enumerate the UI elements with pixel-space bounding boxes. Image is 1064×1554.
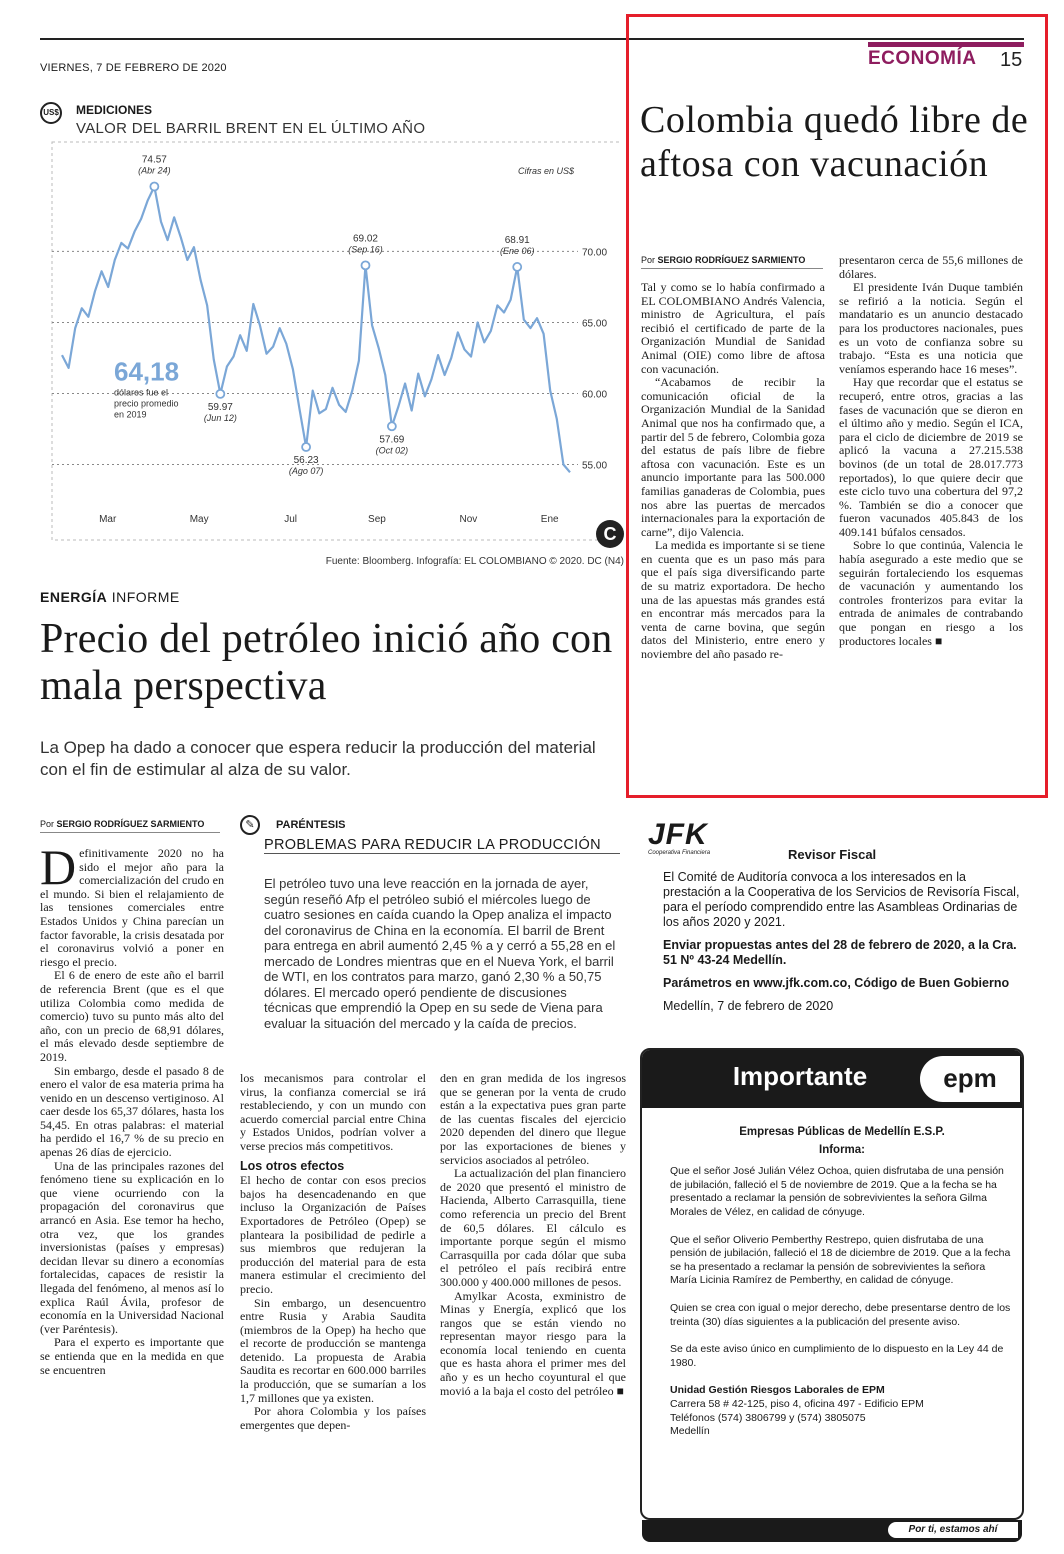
chart-title: VALOR DEL BARRIL BRENT EN EL ÚLTIMO AÑO — [76, 120, 426, 137]
jfk-body — [663, 870, 1023, 1022]
byline-prefix: Por — [641, 255, 656, 265]
epm-address: Carrera 58 # 42-125, piso 4, oficina 497 - Edificio EPM — [670, 1397, 924, 1410]
paragraph: Se da este aviso único en cumplimiento de lo dispuesto en la Ley 44 de 1980. — [670, 1343, 1004, 1369]
paragraph: El presidente Iván Duque también se refirió a la noticia. Según el mandatario es un anuncio destacado para los productores nacionales, pues es un voto de confianza sobre su trabajo. “Esta es una noticia que veníamos esperando hace 16 meses”. — [839, 280, 1023, 376]
right-byline — [641, 255, 823, 269]
epm-phones: Teléfonos (574) 3806799 y (574) 3805075 — [670, 1411, 866, 1424]
paragraph: El 6 de enero de este año el barril de referencia Brent (que es el que utiliza Colombia como medida de comercio) tuvo su punto más alto del año, con un precio de 68,91 dólares, el más elevado desde septiembre de 2019. — [40, 968, 224, 1064]
epm-logo: epm — [920, 1056, 1020, 1102]
epm-informa: Informa: — [819, 1143, 865, 1156]
parentesis-title: PROBLEMAS PARA REDUCIR LA PRODUCCIÓN — [264, 837, 620, 854]
average-note: en 2019 — [114, 409, 147, 420]
annotation-date: (Oct 02) — [375, 445, 409, 456]
paragraph: Sin embargo, desde el pasado 8 de enero el valor de esa materia prima ha venido en un descenso vertiginoso. Al caer desde los 65,37 dólares, hasta los 54,45. En otras palabras: el material ha perdido el 16,7 % de su precio en apenas 26 días de ejercicio. — [40, 1063, 224, 1160]
x-tick-label: Nov — [459, 514, 478, 525]
page-number: 15 — [1000, 49, 1023, 71]
annotation-point — [302, 443, 310, 451]
chart-tag: MEDICIONES — [76, 103, 153, 117]
section-name: ECONOMÍA — [868, 48, 977, 69]
main-byline — [40, 819, 220, 833]
paragraph: El Comité de Auditoría convoca a los interesados en la prestación a la Cooperativa de los Servicios de Revisoría Fiscal, para el período comprendido entre las Asambleas Ordinarias de los años 2020 y 2021. — [663, 870, 1020, 929]
byline-name: SERGIO RODRÍGUEZ SARMIENTO — [56, 819, 205, 829]
right-column-2 — [839, 254, 1023, 648]
paragraph: Por ahora Colombia y los países emergentes que depen- — [240, 1404, 426, 1432]
paragraph: den en gran medida de los ingresos que se generan por la venta de crudo están a la expectativa pues gran parte de las cuentas fiscales del ejercicio 2020 dependen del dinero que llegue por las exportaciones de bienes y servicios asociados al petróleo. — [440, 1071, 626, 1167]
annotation-date: (Ago 07) — [288, 466, 324, 477]
paragraph: La actualización del plan financiero de 2020 que presentó el ministro de Hacienda, Alberto Carrasquilla, tiene como referencia un precio del Brent de 60,5 dólares. El cálculo es importante porque según el mismo Carrasquilla por cada dólar que suba el petróleo el país recibirá entre 300.000 y 400.000 millones de pesos. — [440, 1166, 626, 1289]
kicker-bold: ENERGÍA — [40, 589, 108, 605]
y-tick-label: 60.00 — [582, 389, 608, 401]
paragraph: presentaron cerca de 55,6 millones de dólares. — [839, 253, 1023, 281]
byline-name: SERGIO RODRÍGUEZ SARMIENTO — [657, 255, 806, 265]
x-tick-label: Ene — [540, 514, 559, 525]
paragraph: Enviar propuestas antes del 28 de febrero de 2020, a la Cra. 51 Nº 43-24 Medellín. — [663, 938, 1017, 967]
annotation-value: 68.91 — [504, 234, 530, 246]
paragraph: Sobre lo que continúa, Valencia le había asegurado a este medio que se seguirán fortaleciendo los esquemas de vacunación y aumentando los controles fronterizos para evitar la entrada de animales de contrabando que pongan en riesgo a los productores locales ■ — [839, 538, 1023, 648]
epm-company: Empresas Públicas de Medellín E.S.P. — [739, 1126, 945, 1138]
paragraph: Para el experto es importante que se entienda que en la medida en que se encuentren — [40, 1335, 224, 1377]
subhead: Los otros efectos — [240, 1158, 345, 1173]
main-lead: La Opep ha dado a conocer que espera reducir la producción del material con el fin de estimular al alza de su valor. — [40, 738, 596, 779]
paragraph: Sin embargo, un desencuentro entre Rusia y Arabia Saudita (miembros de la Opep) ha hecho que el recorte de producción se mantenga detenido. La propuesta de Arabia Saudita es recortar en 600.000 barriles la producción, que se sumarían a los 1,7 millones que ya existen. — [240, 1295, 426, 1405]
pin-icon: ✎ — [240, 815, 260, 835]
main-headline: Precio del petróleo inició año con mala perspectiva — [40, 616, 613, 709]
paragraph: La medida es importante si se tiene en cuenta que es un paso más para que el país siga diversificando parte de su matriz exportadora. De hecho una de las apuestas más grandes está en encontrar más mercados para la venta de carne bovina, que según datos del Ministerio, entre enero y noviembre del año pasado re- — [641, 538, 825, 662]
paragraph: Medellín, 7 de febrero de 2020 — [663, 999, 834, 1013]
main-column-2 — [240, 1072, 426, 1432]
annotation-point — [513, 263, 521, 271]
annotation-date: (Abr 24) — [138, 165, 171, 176]
chart-frame — [52, 142, 622, 540]
chart-source: Fuente: Bloomberg. Infografía: EL COLOMBIANO © 2020. DC (N4) — [325, 556, 624, 567]
unit-note: Cifras en US$ — [517, 166, 574, 176]
y-tick-label: 55.00 — [582, 460, 608, 472]
paragraph: Quien se crea con igual o mejor derecho, debe presentarse dentro de los treinta (30) días siguientes a la publicación del presente aviso. — [670, 1301, 1011, 1328]
article-kicker — [40, 589, 180, 605]
paragraph: efinitivamente 2020 no ha sido el mejor año para la comercialización del crudo en el mundo. Si bien el relajamiento de las tensiones comerciales entre Estados Unidos y China parecían un factor favorable, la crisis desatada por el coronavirus volvió a poner en riesgo el precio. — [40, 846, 224, 969]
jfk-logo-sub: Cooperativa Financiera — [648, 850, 711, 856]
kicker-rest: INFORME — [111, 589, 180, 605]
epm-title: Importante — [732, 1061, 868, 1091]
epm-unit: Unidad Gestión Riesgos Laborales de EPM — [670, 1384, 885, 1397]
dropcap: D — [40, 839, 77, 895]
x-tick-label: Sep — [368, 514, 386, 525]
annotation-date: (Jun 12) — [203, 412, 237, 423]
annotation-value: 74.57 — [141, 154, 167, 166]
annotation-value: 57.69 — [379, 434, 405, 446]
x-tick-label: May — [189, 514, 209, 525]
epm-slogan: Por ti, estamos ahí — [888, 1522, 1018, 1538]
annotation-value: 69.02 — [352, 233, 378, 245]
usd-icon: US$ — [40, 102, 62, 124]
annotation-date: (Ene 06) — [499, 245, 535, 256]
main-column-1 — [40, 839, 224, 1377]
parentesis-body: El petróleo tuvo una leve reacción en la jornada de ayer, según reseñó Afp el petróleo subió el miércoles luego de cuatro sesiones en caída cuando la Opep analiza el impacto del coronavirus de China en la economía. El barril de Brent para entrega en abril aumentó 2,45 % a y cerró a 55,28 en el mercado de Londres mientras que en el Nueva York, el barril de WTI, en los contratos para marzo, ganó 2,30 % a 50,75 dólares. El mercado operó pendiente de discusiones técnicas que emprendió la Opep en su sede de Viena para evaluar la situación del mercado y la caída de precios. — [264, 876, 616, 1031]
annotation-date: (Sep 16) — [348, 244, 383, 255]
paragraph: Que el señor José Julián Vélez Ochoa, quien disfrutaba de una pensión de jubilación, falleció el 5 de noviembre de 2019. Que a la fecha se ha presentado a reclamar la pensión de sobrevivientes la señora Gilma Morales de Vélez, en calidad de cónyuge. — [670, 1165, 1004, 1218]
right-column-1 — [641, 281, 825, 662]
y-tick-label: 65.00 — [582, 318, 608, 330]
average-note: dólares fue el — [114, 387, 169, 398]
annotation-point — [361, 261, 369, 269]
jfk-role: Revisor Fiscal — [788, 847, 877, 862]
paragraph: Amylkar Acosta, exministro de Minas y Energía, explicó que los rangos que se están viendo no representan mayor riesgo para la economía local teniendo en cuenta que es hasta ahora el primer mes del año y es un hecho coyuntural el que movió a la baja el costo del petróleo ■ — [440, 1288, 626, 1398]
epm-body — [670, 1126, 1014, 1439]
byline-prefix: Por — [40, 819, 55, 829]
y-tick-label: 70.00 — [582, 247, 608, 259]
issue-date: VIERNES, 7 DE FEBRERO DE 2020 — [40, 62, 227, 74]
paragraph: Tal y como se lo había confirmado a EL COLOMBIANO Andrés Valencia, ministro de Agricultura, el país recibió el certificado de parte de la Organización Mundial de Sanidad Animal (OIE) como libre de aftosa con vacunación. — [641, 280, 825, 376]
right-headline: Colombia quedó libre de aftosa con vacunación — [640, 99, 1029, 185]
annotation-point — [216, 390, 224, 398]
brent-price-chart — [40, 132, 622, 552]
jfk-logo-text: JFK — [648, 818, 708, 851]
epm-city: Medellín — [670, 1425, 710, 1438]
x-tick-label: Mar — [99, 514, 117, 525]
annotation-point — [388, 422, 396, 430]
paragraph: El hecho de contar con esos precios bajos ha desencadenando en que incluso la Organización de Países Exportadores de Petróleo (Opep) se planteara la posibilidad de pedirle a sus miembros que redujeran la producción del material para de esta manera estimular el crecimiento del precio. — [240, 1173, 426, 1296]
annotation-point — [150, 183, 158, 191]
paragraph: los mecanismos para controlar el virus, la confianza comercial se irá restableciendo, y con un mundo con acuerdo comercial parcial entre China y Estados Unidos, podrían volver a verse precios más competitivos. — [240, 1071, 426, 1153]
average-note: precio promedio — [114, 398, 179, 409]
paragraph: Una de las principales razones del fenómeno tiene su explicación en lo que viene ocurriendo con la propagación del coronavirus que arrancó en Asia. Ese temor ha hecho, otra vez, que los grandes inversionistas (países y empresas) decidan llevar su dinero a economías fortalecidas, capaces de resistir la llegada del fenómeno, al menos así lo explica Raúl Ávila, profesor de economía en la Universidad Nacional (ver Paréntesis). — [40, 1158, 224, 1336]
annotation-value: 56.23 — [293, 455, 319, 467]
paragraph: Parámetros en www.jfk.com.co, Código de Buen Gobierno — [663, 976, 1010, 990]
newspaper-logo-icon: C — [596, 520, 624, 548]
x-tick-label: Jul — [284, 514, 297, 525]
annotation-value: 59.97 — [207, 401, 233, 413]
paragraph: “Acabamos de recibir la comunicación oficial de la Organización Mundial de la Sanidad Animal que nos ha confirmado que, a partir del 5 de febrero, Colombia goza del estatus de país libre de fiebre aftosa con vacunación. Este es un anuncio importante para las 500.000 familias ganaderas de Colombia, pues nos abre las puertas de mercados internacionales para la exportación de carne”, dijo Valencia. — [641, 375, 825, 539]
jfk-logo — [648, 820, 768, 856]
main-column-3 — [440, 1072, 626, 1398]
paragraph: Hay que recordar que el estatus se recuperó, entre otros, gracias a las fases de vacunación que se dieron en el último año y medio. Según el ICA, para el ciclo de diciembre de 2019 se aplicó la vacuna a 27.215.538 bovinos (de un total de 28.017.773 reportados), lo que quiere decir que este ciclo tuvo una cobertura del 97,2 %. También se dio a conocer que fueron vacunados 405.843 de los 409.141 búfalos censados. — [839, 375, 1023, 539]
parentesis-tag: PARÉNTESIS — [276, 819, 346, 831]
price-series-line — [62, 187, 570, 473]
average-value: 64,18 — [114, 356, 180, 387]
paragraph: Que el señor Oliverio Pemberthy Restrepo, quien disfrutaba de una pensión de jubilación, falleció el 18 de diciembre de 2019. Que a la fecha se ha presentado a reclamar la pensión de sobrevivientes la señora María Licinia Ramírez de Pemberthy, en calidad de cónyuge. — [670, 1233, 1011, 1287]
